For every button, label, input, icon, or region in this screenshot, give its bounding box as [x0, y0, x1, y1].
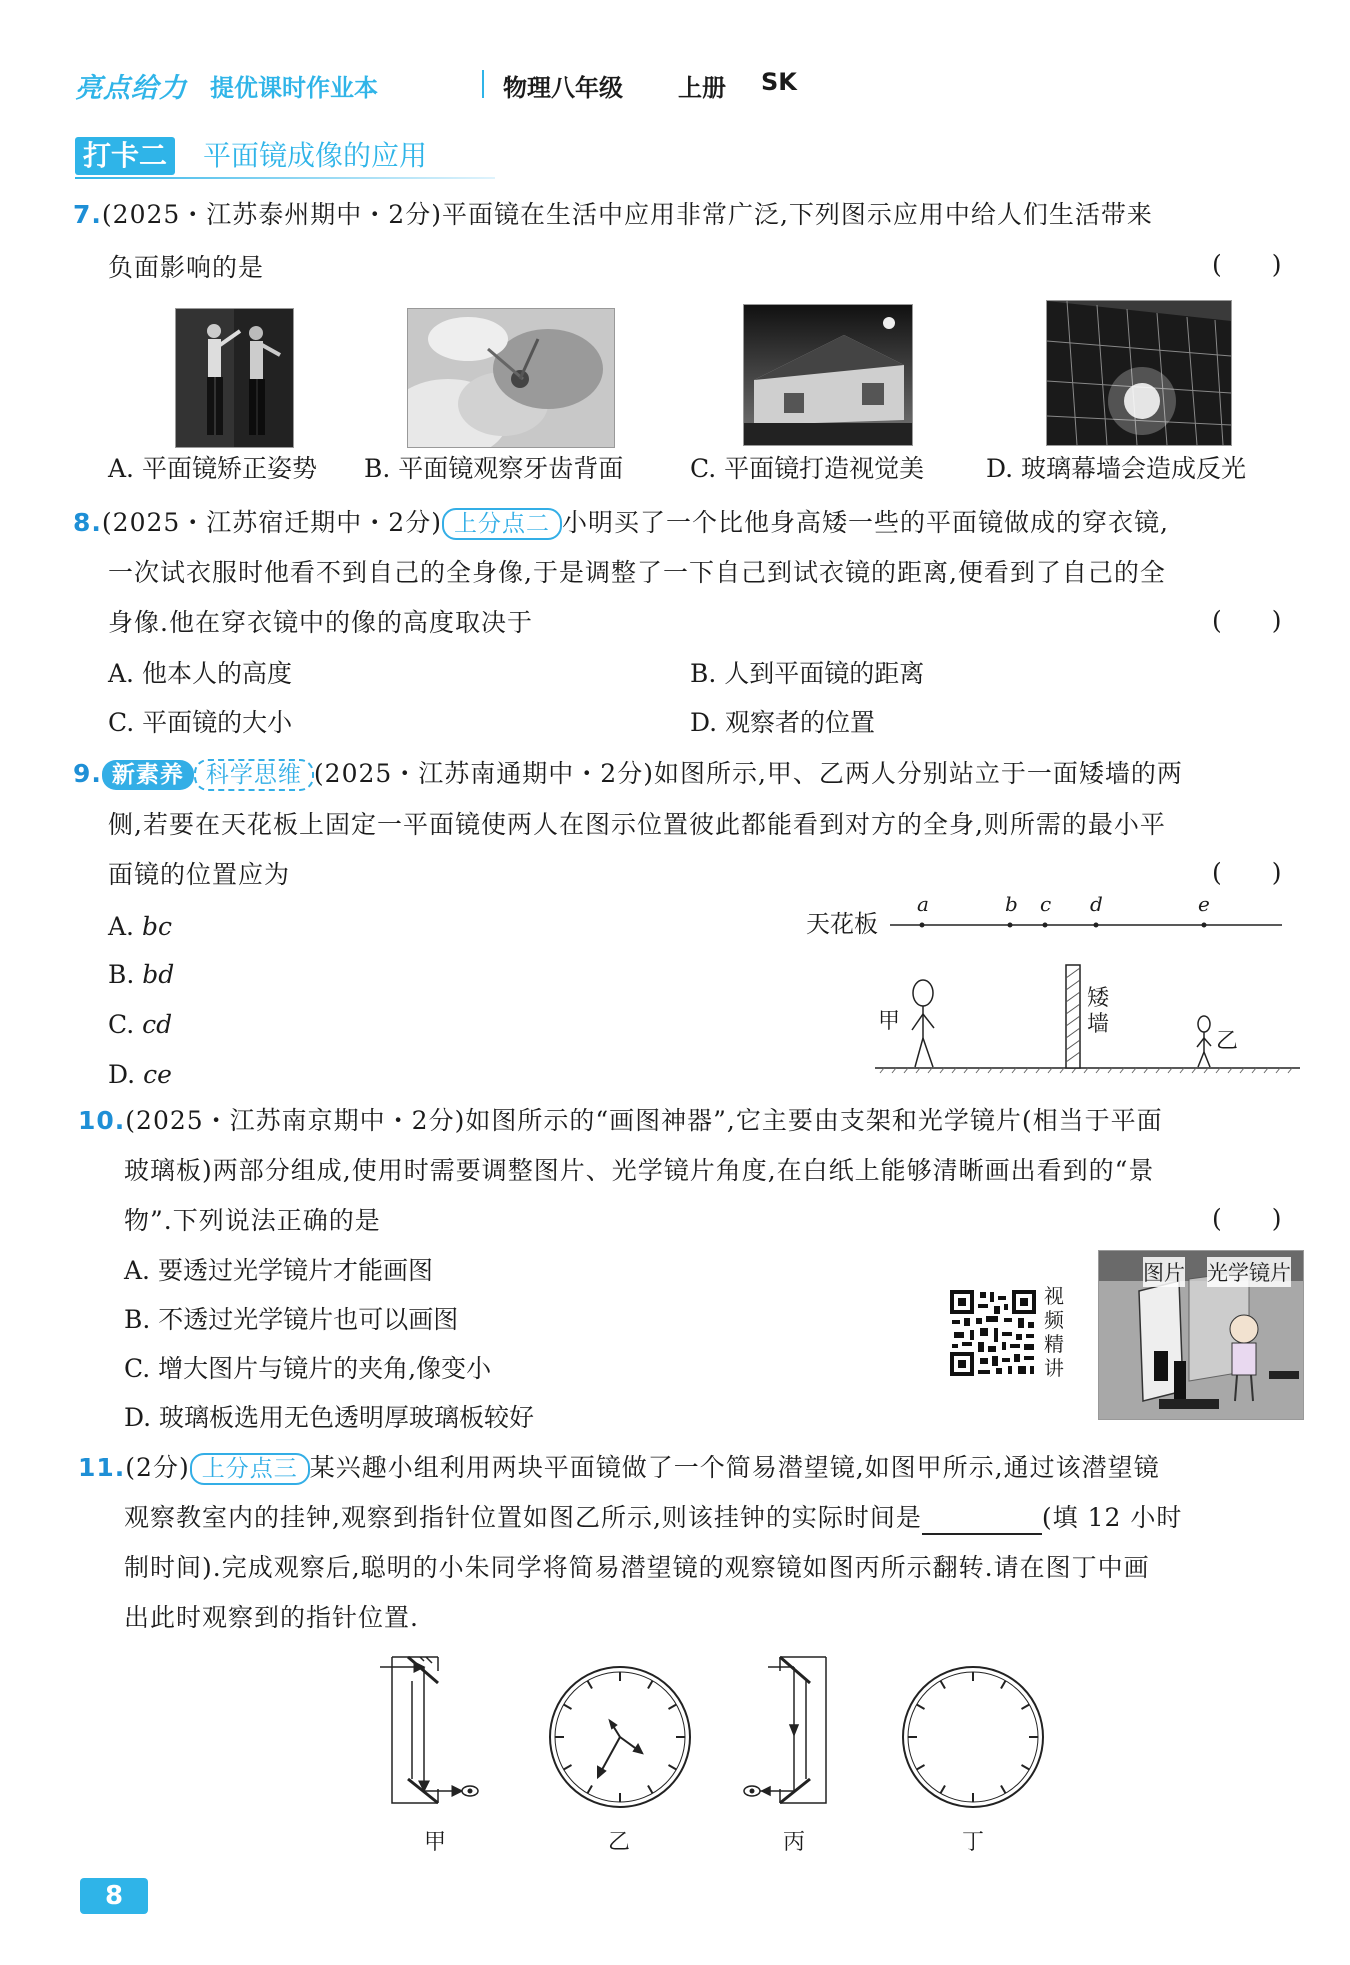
q7-photo-b-dentist	[407, 308, 615, 448]
section-heading	[75, 135, 515, 181]
person-jia-label: 甲	[878, 1009, 901, 1034]
q7-photo-c-mirror-building	[743, 304, 913, 446]
q8-line1: 8.(2025・江苏宿迁期中・2分) 上分点二 小明买了一个比他身高矮一些的平面镜做成的穿衣镜,	[73, 506, 1169, 540]
q10-answer-paren[interactable]: ( )	[1212, 1204, 1282, 1233]
ceiling-point-b: b	[1005, 892, 1018, 916]
q8-option-c[interactable]: C. 平面镜的大小	[108, 708, 293, 737]
periscope-bing	[760, 1657, 826, 1803]
q10-line1: 10.(2025・江苏南京期中・2分)如图所示的“画图神器”,它主要由支架和光学镜片(相当于平面	[78, 1106, 1163, 1135]
q9-answer-paren[interactable]: ( )	[1212, 858, 1282, 887]
section-title: 平面镜成像的应用	[203, 139, 428, 172]
q8-tag: 上分点二	[442, 508, 562, 540]
q7-photo-d-glass-curtain-wall	[1046, 300, 1232, 446]
q9-option-d[interactable]: D. ce	[108, 1060, 172, 1089]
subject-label: 物理八年级	[503, 74, 623, 102]
q7-option-a[interactable]: A. 平面镜矫正姿势	[108, 454, 317, 483]
q9-option-a[interactable]: A. bc	[108, 912, 172, 941]
q7-answer-paren[interactable]: ( )	[1212, 250, 1282, 279]
header-divider	[482, 70, 484, 98]
qr-code[interactable]	[948, 1288, 1038, 1378]
q7-line2: 负面影响的是	[108, 253, 265, 282]
eye-icon-bing	[744, 1786, 760, 1796]
q8-option-b[interactable]: B. 人到平面镜的距离	[690, 659, 925, 688]
brand-logo: 亮点给力	[75, 73, 187, 104]
q11-answer-blank[interactable]	[922, 1509, 1042, 1535]
wall-label: 矮墙	[1087, 986, 1110, 1037]
q7-option-d[interactable]: D. 玻璃幕墙会造成反光	[986, 454, 1247, 483]
section-underline	[75, 177, 495, 179]
clock-ding	[903, 1667, 1043, 1807]
q8-line3: 身像.他在穿衣镜中的像的高度取决于	[108, 608, 533, 637]
q8-option-a[interactable]: A. 他本人的高度	[108, 659, 292, 688]
ceiling-point-d: d	[1090, 892, 1103, 916]
q10-option-c[interactable]: C. 增大图片与镜片的夹角,像变小	[124, 1354, 492, 1383]
q7-number: 7.	[73, 200, 102, 229]
caption-ding: 丁	[962, 1830, 985, 1855]
q9-option-b[interactable]: B. bd	[108, 960, 175, 989]
q10-option-b[interactable]: B. 不透过光学镜片也可以画图	[124, 1305, 459, 1334]
header	[75, 64, 1295, 104]
qr-caption: 视 频 精 讲	[1044, 1284, 1064, 1380]
q10-line3: 物”.下列说法正确的是	[124, 1206, 381, 1235]
caption-jia: 甲	[424, 1830, 447, 1855]
ceiling-point-e: e	[1198, 892, 1210, 916]
q11-line1: 11.(2分) 上分点三 某兴趣小组利用两块平面镜做了一个简易潜望镜,如图甲所示,通过该潜望镜	[78, 1451, 1160, 1485]
q7-option-b[interactable]: B. 平面镜观察牙齿背面	[364, 454, 624, 483]
q11-number: 11.	[78, 1453, 126, 1482]
caption-bing: 丙	[783, 1830, 806, 1855]
caption-yi: 乙	[608, 1830, 631, 1855]
q9-tag-thinking: 科学思维	[194, 759, 314, 791]
person-yi-label: 乙	[1216, 1029, 1239, 1054]
q11-tag: 上分点三	[190, 1453, 310, 1485]
q8-number: 8.	[73, 508, 102, 537]
section-badge: 打卡二	[75, 137, 175, 175]
series-title: 提优课时作业本	[210, 74, 378, 102]
q9-figure	[800, 890, 1300, 1080]
page-number: 8	[80, 1878, 148, 1914]
q8-line2: 一次试衣服时他看不到自己的全身像,于是调整了一下自己到试衣镜的距离,便看到了自己的全	[108, 558, 1166, 587]
q10-option-a[interactable]: A. 要透过光学镜片才能画图	[124, 1256, 433, 1285]
photo-label-lens: 光学镜片	[1207, 1257, 1291, 1287]
q11-line2: 观察教室内的挂钟,观察到指针位置如图乙所示,则该挂钟的实际时间是 (填 12 小时	[124, 1501, 1182, 1535]
ceiling-label: 天花板	[806, 910, 878, 938]
q11-figures	[380, 1645, 1080, 1855]
q9-line1: 9. 新素养 科学思维 (2025・江苏南通期中・2分)如图所示,甲、乙两人分别站立于一面矮墙的两	[73, 757, 1183, 791]
q9-line2: 侧,若要在天花板上固定一平面镜使两人在图示位置彼此都能看到对方的全身,则所需的最小平	[108, 810, 1166, 839]
q9-tag-literacy: 新素养	[102, 760, 194, 790]
q11-line4: 出此时观察到的指针位置.	[124, 1603, 419, 1632]
edition-label: SK	[761, 68, 797, 96]
q7-option-c[interactable]: C. 平面镜打造视觉美	[690, 454, 925, 483]
q7-photo-a-dancers	[175, 308, 294, 448]
volume-label: 上册	[678, 74, 726, 102]
ceiling-point-c: c	[1040, 892, 1052, 916]
q9-line3: 面镜的位置应为	[108, 860, 291, 889]
q10-photo-drawing-tool	[1098, 1250, 1304, 1420]
q9-number: 9.	[73, 759, 102, 788]
q7-line1: 7.(2025・江苏泰州期中・2分)平面镜在生活中应用非常广泛,下列图示应用中给人们生活带来	[73, 200, 1153, 229]
q10-number: 10.	[78, 1106, 126, 1135]
eye-icon-jia	[462, 1786, 478, 1796]
q8-answer-paren[interactable]: ( )	[1212, 606, 1282, 635]
ceiling-point-a: a	[917, 892, 929, 916]
photo-label-picture: 图片	[1143, 1257, 1185, 1287]
q10-option-d[interactable]: D. 玻璃板选用无色透明厚玻璃板较好	[124, 1403, 535, 1432]
q11-line3: 制时间).完成观察后,聪明的小朱同学将简易潜望镜的观察镜如图丙所示翻转.请在图丁中画	[124, 1553, 1150, 1582]
q9-option-c[interactable]: C. cd	[108, 1010, 173, 1039]
q8-option-d[interactable]: D. 观察者的位置	[690, 708, 876, 737]
q10-line2: 玻璃板)两部分组成,使用时需要调整图片、光学镜片角度,在白纸上能够清晰画出看到的“景	[124, 1156, 1155, 1185]
periscope-jia	[380, 1657, 462, 1803]
